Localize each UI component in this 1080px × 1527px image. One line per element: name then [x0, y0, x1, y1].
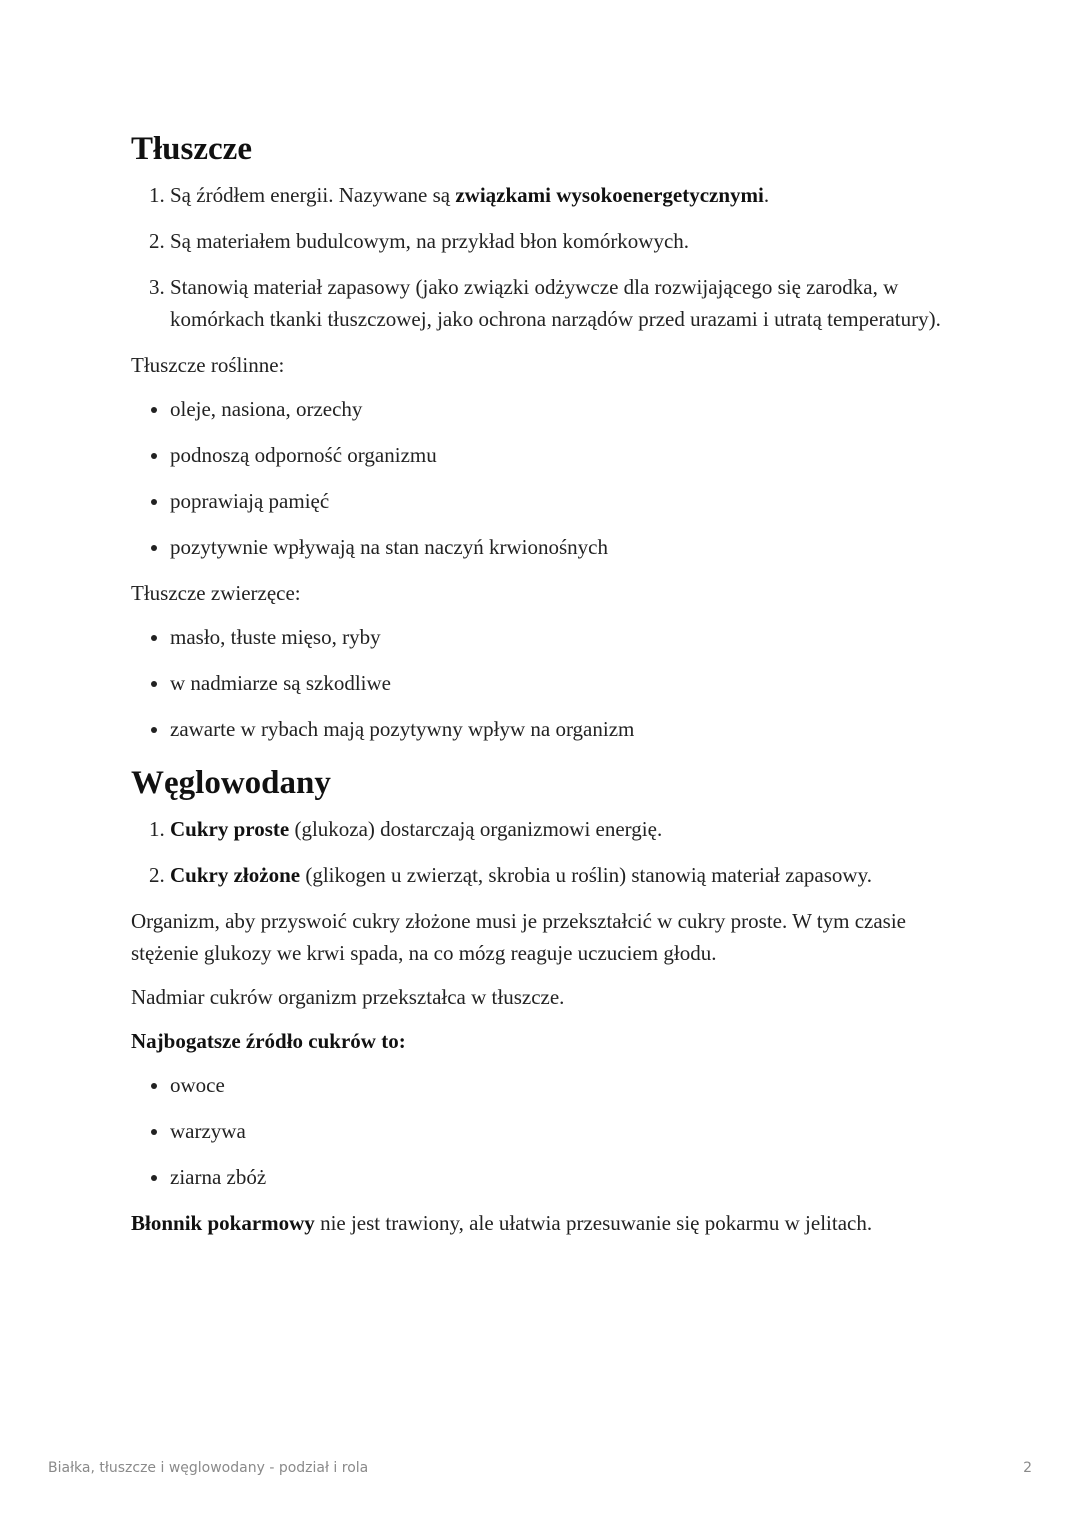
paragraph: Organizm, aby przyswoić cukry złożone musi je przekształcić w cukry proste. W tym czasie stężenie glukozy we krwi spada, na co mózg reaguje uczuciem głodu.: [131, 909, 906, 965]
bold-term: Błonnik pokarmowy: [131, 1211, 315, 1235]
list-item: • pozytywnie wpływają na stan naczyń krwionośnych: [170, 531, 951, 563]
list-item: • warzywa: [170, 1115, 951, 1147]
page-number: 2: [1023, 1460, 1032, 1476]
bold-term: związkami wysokoenergetycznymi: [455, 183, 764, 207]
list-item: 1. Cukry proste (glukoza) dostarczają organizmowi energię.: [170, 813, 951, 845]
list-item: • poprawiają pamięć: [170, 485, 951, 517]
section-heading-carbs: Węglowodany: [131, 765, 331, 801]
document-body: [131, 127, 951, 1251]
list-item: • ziarna zbóż: [170, 1161, 951, 1193]
paragraph: Nadmiar cukrów organizm przekształca w tłuszcze.: [131, 985, 565, 1009]
list-item: • w nadmiarze są szkodliwe: [170, 667, 951, 699]
animal-fats-label: Tłuszcze zwierzęce:: [131, 581, 301, 605]
animal-fats-list: [131, 621, 951, 745]
sources-label: Najbogatsze źródło cukrów to:: [131, 1029, 406, 1053]
list-item: • zawarte w rybach mają pozytywny wpływ na organizm: [170, 713, 951, 745]
list-item: 3. Stanowią materiał zapasowy (jako związki odżywcze dla rozwijającego się zarodka, w komórkach tkanki tłuszczowej, jako ochrona narządów przed urazami i utratą temperatury).: [170, 271, 951, 335]
plant-fats-list: [131, 393, 951, 563]
fiber-paragraph: Błonnik pokarmowy nie jest trawiony, ale ułatwia przesuwanie się pokarmu w jelitach.: [131, 1211, 873, 1235]
plant-fats-label: Tłuszcze roślinne:: [131, 353, 285, 377]
fats-roles-list: [131, 179, 951, 335]
list-item: 2. Są materiałem budulcowym, na przykład błon komórkowych.: [170, 225, 951, 257]
sources-list: [131, 1069, 951, 1193]
list-item: • podnoszą odporność organizmu: [170, 439, 951, 471]
section-heading-fats: Tłuszcze: [131, 131, 252, 167]
carbs-list: [131, 813, 951, 891]
list-item: 1. Są źródłem energii. Nazywane są związkami wysokoenergetycznymi.: [170, 179, 951, 211]
list-item: • masło, tłuste mięso, ryby: [170, 621, 951, 653]
bold-term: Cukry złożone: [170, 863, 301, 887]
bold-term: Cukry proste: [170, 817, 290, 841]
list-item: 2. Cukry złożone (glikogen u zwierząt, skrobia u roślin) stanowią materiał zapasowy.: [170, 859, 951, 891]
list-item: • owoce: [170, 1069, 951, 1101]
footer-title: Białka, tłuszcze i węglowodany - podział i rola: [48, 1460, 369, 1476]
list-item: • oleje, nasiona, orzechy: [170, 393, 951, 425]
